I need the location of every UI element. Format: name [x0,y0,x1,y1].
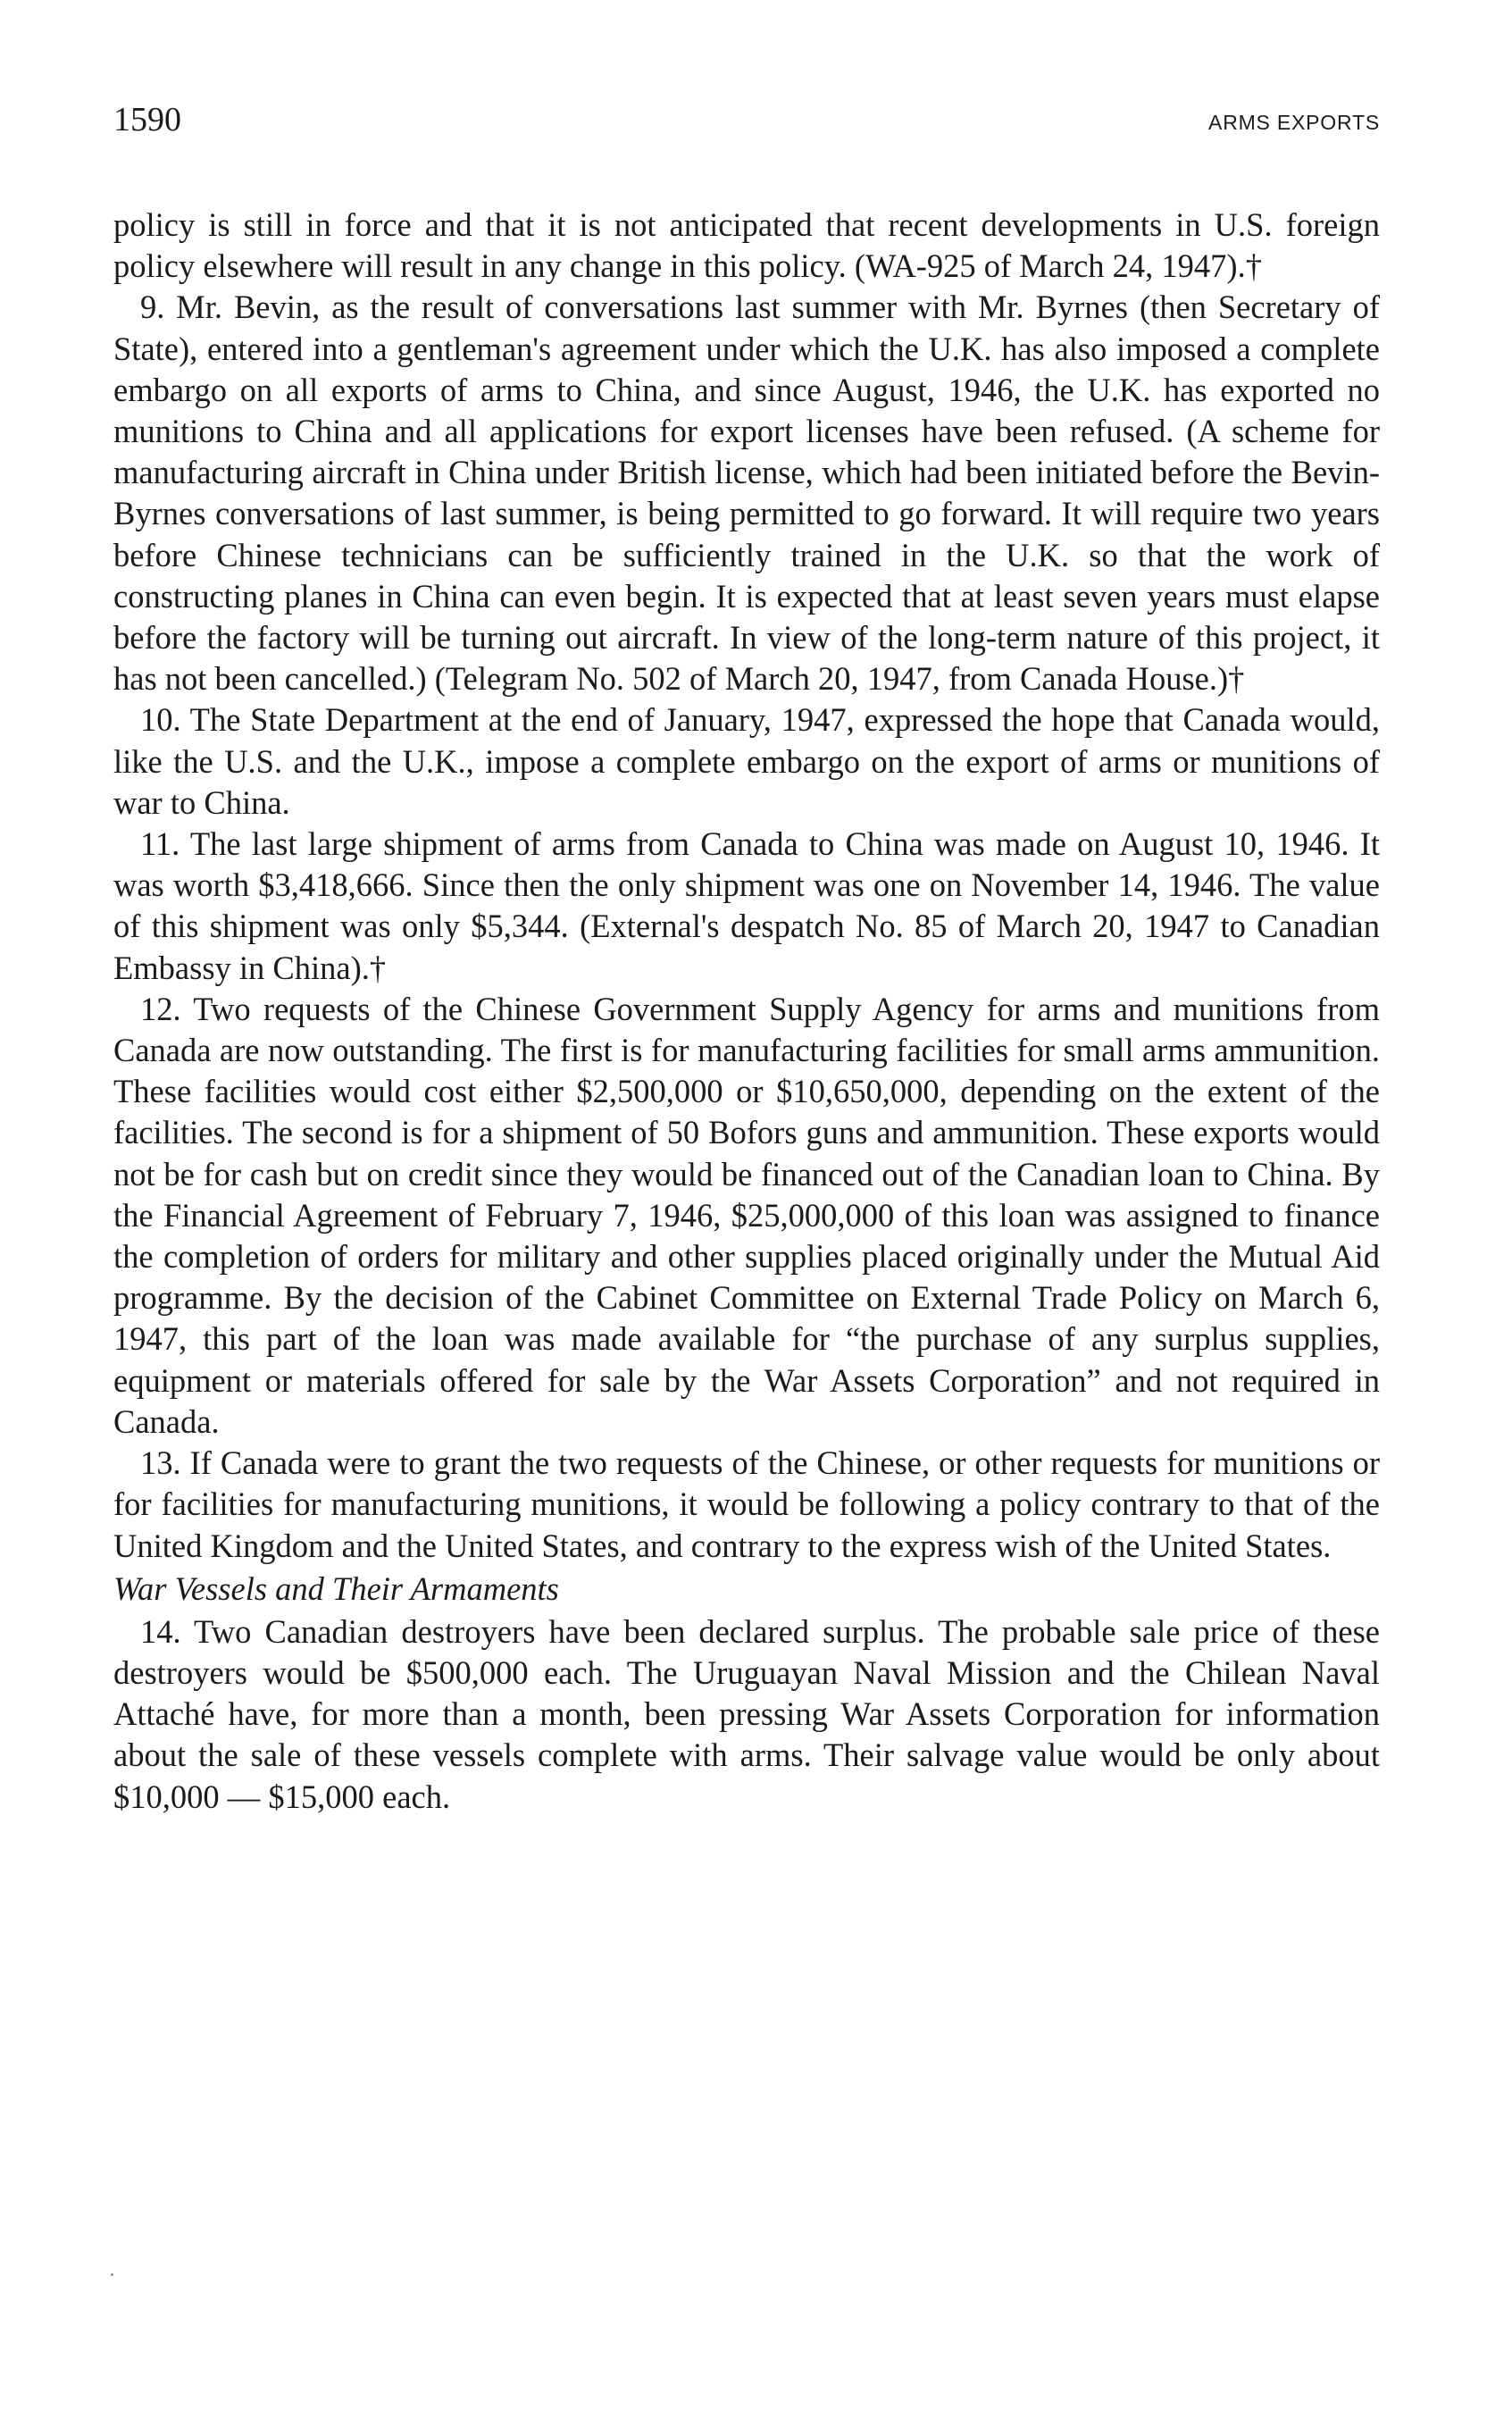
paragraph-9: 9. Mr. Bevin, as the result of conversations last summer with Mr. Byrnes (then Secretary of State), entered into a gentleman's agreement under which the U.K. has also imposed a complete embargo on all exports of arms to China, and since August, 1946, the U.K. has exported no munitions to China and all applications for export licenses have been refused. (A scheme for manufacturing aircraft in China under British license, which had been initiated before the Bevin-Byrnes conversations of last summer, is being permitted to go forward. It will require two years before Chinese technicians can be sufficiently trained in the U.K. so that the work of constructing planes in China can even begin. It is expected that at least seven years must elapse before the factory will be turning out aircraft. In view of the long-term nature of this project, it has not been cancelled.) (Telegram No. 502 of March 20, 1947, from Canada House.)† [113,289,1380,698]
document-body [113,205,1380,1818]
section-title: ARMS EXPORTS [1208,111,1380,134]
paragraph-13: 13. If Canada were to grant the two requests of the Chinese, or other requests for munitions or for facilities for manufacturing munitions, it would be following a policy contrary to that of the United Kingdom and the United States, and contrary to the express wish of the United States. [113,1444,1380,1564]
paragraph-12: 12. Two requests of the Chinese Government Supply Agency for arms and munitions from Canada are now outstanding. The first is for manufacturing facilities for small arms ammunition. These facilities would cost either $2,500,000 or $10,650,000, depending on the extent of the facilities. The second is for a shipment of 50 Bofors guns and ammunition. These exports would not be for cash but on credit since they would be financed out of the Canadian loan to China. By the Financial Agreement of February 7, 1946, $25,000,000 of this loan was assigned to finance the completion of orders for military and other supplies placed originally under the Mutual Aid programme. By the decision of the Cabinet Committee on External Trade Policy on March 6, 1947, this part of the loan was made available for “the purchase of any surplus supplies, equipment or materials offered for sale by the War Assets Corporation” and not required in Canada. [113,990,1380,1440]
paragraph-continuation: policy is still in force and that it is not anticipated that recent developments in U.S. foreign policy elsewhere will result in any change in this policy. (WA-925 of March 24, 1947).† [113,206,1380,285]
paragraph-11: 11. The last large shipment of arms from Canada to China was made on August 10, 1946. It was worth $3,418,666. Since then the only shipment was one on November 14, 1946. The value of this shipment was only $5,344. (External's despatch No. 85 of March 20, 1947 to Canadian Embassy in China).† [113,825,1380,986]
document-page [113,100,1380,1818]
paragraph-14: 14. Two Canadian destroyers have been declared surplus. The probable sale price of these destroyers would be $500,000 each. The Uruguayan Naval Mission and the Chilean Naval Attaché have, for more than a month, been pressing War Assets Corporation for information about the sale of these vessels complete with arms. Their salvage value would be only about $10,000 — $15,000 each. [113,1612,1380,1815]
subheading-war-vessels: War Vessels and Their Armaments [113,1569,559,1607]
page-number: 1590 [113,101,181,138]
scan-speck [111,2273,113,2276]
running-head [113,100,1380,154]
paragraph-10: 10. The State Department at the end of January, 1947, expressed the hope that Canada would, like the U.S. and the U.K., impose a complete embargo on the export of arms or munitions of war to China. [113,701,1380,821]
